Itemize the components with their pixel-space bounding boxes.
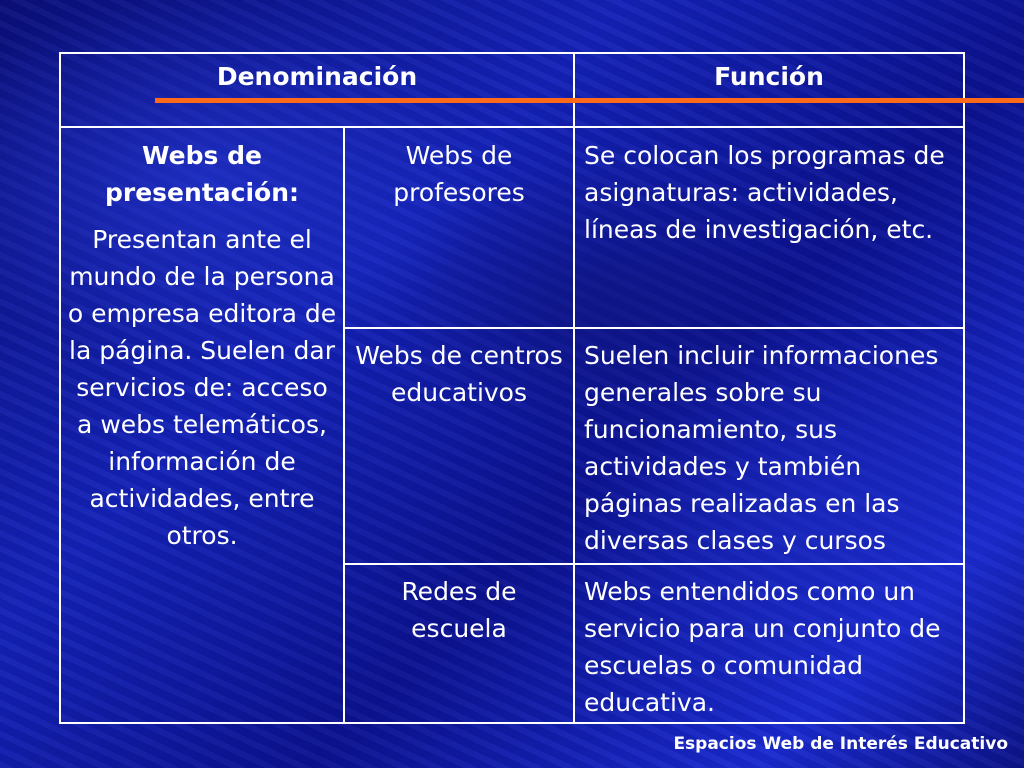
header-divider — [59, 126, 965, 128]
row-divider — [343, 327, 965, 329]
column-divider — [573, 52, 575, 724]
row-type-centros: Webs de centros educativos — [355, 341, 563, 407]
row-type-redes: Redes de escuela — [401, 577, 517, 643]
row-function-profesores: Se colocan los programas de asignaturas: actividades, líneas de investigación, etc. — [584, 141, 945, 244]
category-title: Webs de presentación: — [105, 141, 299, 207]
row-function-redes: Webs entendidos como un servicio para un conjunto de escuelas o comunidad educativa. — [584, 577, 941, 717]
header-funcion: Función — [714, 62, 824, 91]
row-function-centros: Suelen incluir informaciones generales sobre su funcionamiento, sus actividades y también páginas realizadas en las diversas clases y cursos — [584, 341, 939, 555]
row-divider — [343, 563, 965, 565]
row-type-profesores: Webs de profesores — [393, 141, 525, 207]
column-divider — [343, 127, 345, 724]
category-description: Presentan ante el mundo de la persona o empresa editora de la página. Suelen dar servicios de: acceso a webs telemáticos, información de actividades, entre otros. — [67, 225, 337, 550]
accent-line — [155, 98, 1024, 103]
footer-title: Espacios Web de Interés Educativo — [673, 734, 1008, 754]
header-denominacion: Denominación — [216, 62, 418, 91]
